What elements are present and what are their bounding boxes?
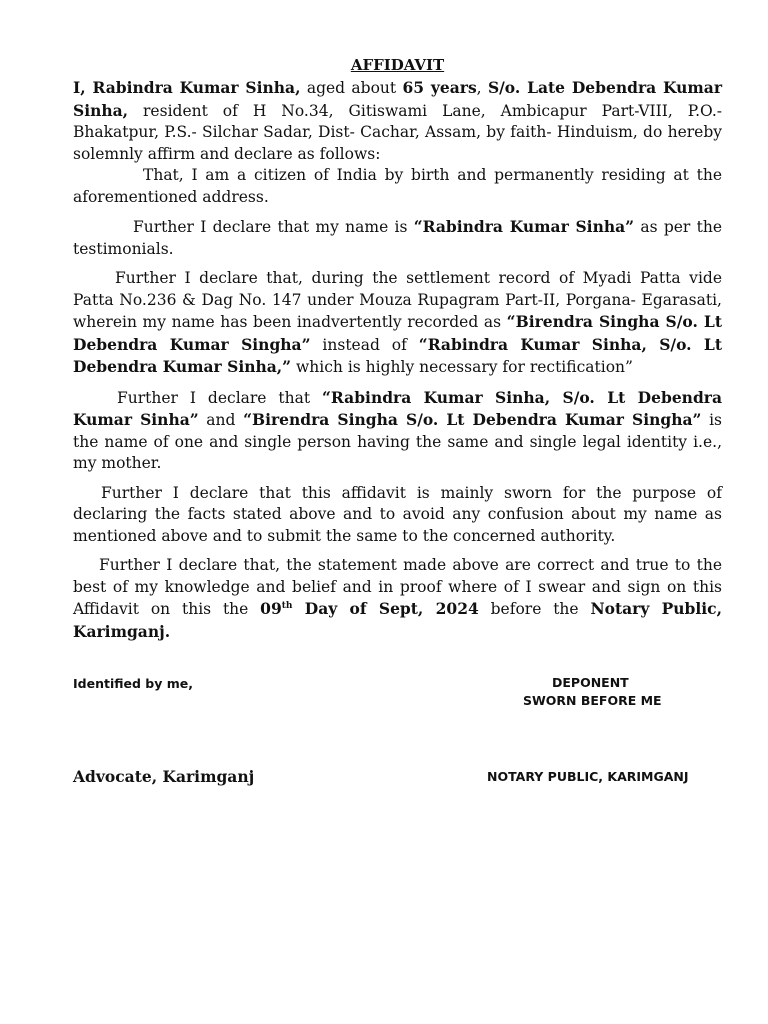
date-rest: Day of Sept, 2024 bbox=[292, 599, 479, 618]
text-span: before the bbox=[478, 600, 591, 618]
declaration-truth bbox=[73, 555, 722, 643]
document-title: AFFIDAVIT bbox=[350, 56, 445, 74]
date-ordinal: th bbox=[281, 600, 293, 611]
intro-paragraph bbox=[73, 77, 722, 165]
text-span: which is highly necessary for rectification” bbox=[291, 358, 633, 376]
declaration-purpose bbox=[73, 483, 722, 548]
bold-span: “Birendra Singha S/o. Lt Debendra Kumar Singha” bbox=[73, 312, 722, 354]
declaration-identity bbox=[73, 387, 722, 475]
declaration-name bbox=[73, 216, 722, 260]
text-span: aged about bbox=[300, 79, 403, 97]
text-span: Further I declare that my name is bbox=[133, 218, 414, 236]
text-span: That, I am a citizen of India by birth and permanently residing at the aforementioned address. bbox=[73, 166, 722, 206]
text-span: Further I declare that bbox=[117, 388, 323, 407]
notary-label: NOTARY PUBLIC, KARIMGANJ bbox=[487, 769, 689, 784]
date-day: 09 bbox=[260, 599, 282, 618]
notary-reference: Notary Public, Karimganj. bbox=[73, 599, 722, 641]
text-span: instead of bbox=[310, 335, 419, 354]
text-span: and bbox=[198, 411, 244, 429]
bold-span: “Rabindra Kumar Sinha, S/o. Lt Debendra Kumar Sinha” bbox=[73, 387, 722, 429]
text-span: Further I declare that this affidavit is mainly sworn for the purpose of declaring the facts stated above and to avoid any confusion about my name as mentioned above and to submit the same to the concerned authority. bbox=[73, 483, 722, 545]
bold-span: “Rabindra Kumar Sinha, S/o. Lt Debendra Kumar Sinha,” bbox=[73, 334, 722, 376]
identified-by-label: Identified by me, bbox=[73, 676, 193, 691]
text-span: resident of H No.34, Gitiswami Lane, Ambicapur Part-VIII, P.O.- Bhakatpur, P.S.- Silchar Sadar, Dist- Cachar, Assam, by faith- Hinduism, do hereby solemnly affirm and declare as follows: bbox=[73, 101, 722, 163]
deponent-parent: S/o. Late Debendra Kumar Sinha, bbox=[73, 78, 722, 120]
declaration-settlement-record bbox=[73, 268, 722, 379]
text-span: is the name of one and single person having the same and single legal identity i.e., my mother. bbox=[73, 411, 723, 472]
affidavit-date bbox=[260, 599, 479, 618]
deponent-label: DEPONENT bbox=[552, 675, 629, 690]
text-span: , bbox=[476, 79, 488, 97]
deponent-name: I, Rabindra Kumar Sinha, bbox=[73, 78, 301, 97]
text-span: Further I declare that, the statement made above are correct and true to the best of my knowledge and belief and in proof where of I swear and sign on this Affidavit on this the bbox=[73, 556, 722, 618]
affidavit-body bbox=[73, 57, 722, 643]
text-span: Further I declare that, during the settlement record of Myadi Patta vide Patta No.236 & Dag No. 147 under Mouza Rupagram Part-II, Porgana- Egarasati, wherein my name has been inadvertently recorded as bbox=[73, 269, 722, 331]
declaration-citizenship bbox=[73, 165, 722, 208]
deponent-age: 65 years bbox=[402, 78, 477, 97]
bold-span: “Rabindra Kumar Sinha” bbox=[413, 217, 635, 236]
bold-span: “Birendra Singha S/o. Lt Debendra Kumar Singha” bbox=[243, 410, 702, 429]
sworn-before-label: SWORN BEFORE ME bbox=[523, 693, 662, 708]
advocate-label: Advocate, Karimganj bbox=[73, 767, 255, 786]
text-span: as per the testimonials. bbox=[73, 218, 723, 258]
